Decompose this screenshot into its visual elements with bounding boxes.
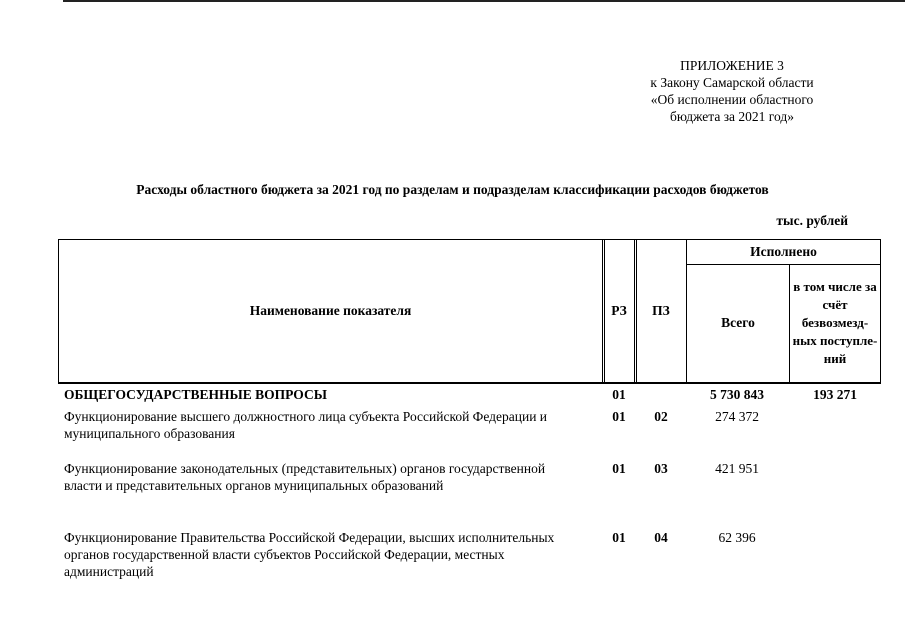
row-pz: 03 bbox=[654, 461, 668, 476]
row-total: 5 730 843 bbox=[710, 387, 764, 402]
row-name: Функционирование законодательных (представительных) органов государственной власти и представительных органов муниципальных образований bbox=[64, 461, 546, 493]
table-row bbox=[58, 386, 881, 408]
row-rz: 01 bbox=[612, 387, 626, 402]
column-divider bbox=[602, 240, 603, 382]
appendix-title: ПРИЛОЖЕНИЕ 3 bbox=[680, 58, 784, 73]
header-including: в том числе за счёт безвозмезд-ных поступле-ний bbox=[792, 279, 878, 366]
row-pz: 04 bbox=[654, 530, 668, 545]
row-pz: 02 bbox=[654, 409, 668, 424]
row-total: 274 372 bbox=[715, 409, 759, 424]
appendix-law-name-1: «Об исполнении областного bbox=[650, 92, 814, 107]
row-rz: 01 bbox=[612, 461, 626, 476]
top-border-line bbox=[63, 0, 905, 2]
table-row bbox=[58, 460, 881, 529]
appendix-law: к Закону Самарской области bbox=[650, 75, 814, 90]
table-row bbox=[58, 529, 881, 589]
table-row bbox=[58, 408, 881, 460]
row-total: 62 396 bbox=[718, 530, 756, 545]
appendix-law-name-2: бюджета за 2021 год» bbox=[670, 109, 794, 124]
header-total: Всего bbox=[721, 315, 755, 330]
header-rz: РЗ bbox=[611, 303, 627, 318]
row-total: 421 951 bbox=[715, 461, 759, 476]
row-rz: 01 bbox=[612, 409, 626, 424]
row-name: Функционирование Правительства Российской Федерации, высших исполнительных органов государственной власти субъектов Российской Федерации, местных администраций bbox=[64, 530, 555, 579]
header-pz: ПЗ bbox=[652, 303, 670, 318]
row-name: Функционирование высшего должностного лица субъекта Российской Федерации и муниципального образования bbox=[64, 409, 548, 441]
row-rz: 01 bbox=[612, 530, 626, 545]
units-label: тыс. рублей bbox=[776, 213, 848, 228]
header-executed: Исполнено bbox=[687, 240, 880, 265]
header-name: Наименование показателя bbox=[249, 303, 412, 318]
appendix-header bbox=[572, 57, 832, 125]
row-including: 193 271 bbox=[813, 387, 857, 402]
column-divider bbox=[634, 240, 635, 382]
row-name: ОБЩЕГОСУДАРСТВЕННЫЕ ВОПРОСЫ bbox=[64, 387, 327, 402]
expenditure-table bbox=[58, 239, 881, 589]
document-title: Расходы областного бюджета за 2021 год по разделам и подразделам классификации расходов бюджетов bbox=[136, 182, 769, 197]
table-header bbox=[58, 239, 881, 384]
